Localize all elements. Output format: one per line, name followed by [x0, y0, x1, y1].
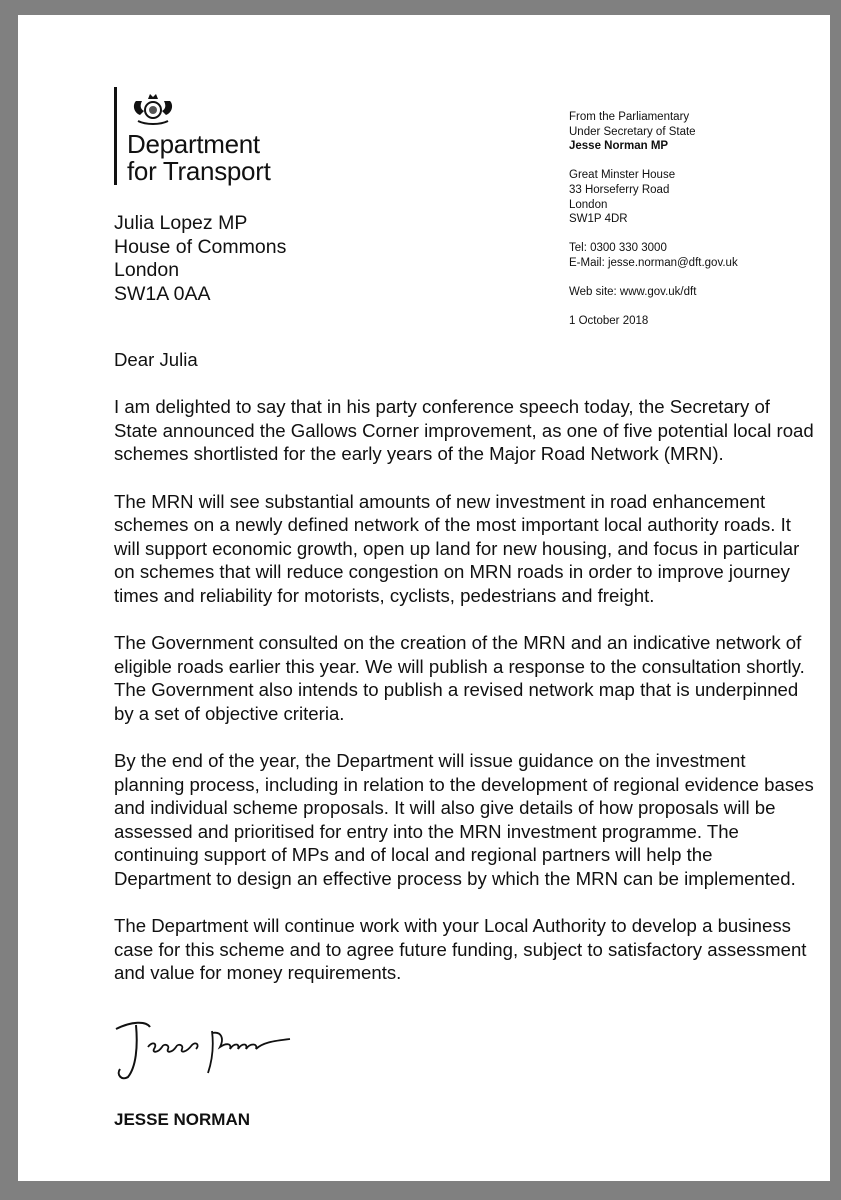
recipient-line: Julia Lopez MP	[114, 212, 248, 234]
sender-title-1: From the Parliamentary	[569, 111, 690, 123]
sender-address-1: Great Minster House	[569, 169, 676, 182]
logo-bar	[114, 87, 117, 185]
letter-body	[114, 348, 814, 1009]
sender-web: Web site: www.gov.uk/dft	[569, 286, 697, 299]
logo-line2: for Transport	[127, 156, 271, 186]
paragraph: The Government consulted on the creation of the MRN and an indicative network of eligible roads earlier this year. We will publish a response to the consultation shortly. The Government also intends to publish a revised network map that is underpinned by a set of objective criteria.	[114, 632, 805, 724]
letter-date: 1 October 2018	[569, 315, 649, 328]
paragraph: I am delighted to say that in his party conference speech today, the Secretary of State announced the Gallows Corner improvement, as one of five potential local road schemes shortlisted for the early years of the Major Road Network (MRN).	[114, 396, 814, 465]
paragraph: The MRN will see substantial amounts of new investment in road enhancement schemes on a newly defined network of the most important local authority roads. It will support economic growth, open up land for new housing, and focus in particular on schemes that will reduce congestion on MRN roads in order to improve journey times and reliability for motorists, cyclists, pedestrians and freight.	[114, 490, 800, 606]
logo-text	[127, 131, 271, 185]
sender-address-3: London	[569, 198, 608, 211]
sender-name-text: Jesse Norman MP	[569, 140, 669, 153]
letter-page	[18, 15, 830, 1181]
sender-tel: Tel: 0300 330 3000	[569, 242, 667, 255]
sender-name	[569, 139, 738, 154]
recipient-line: House of Commons	[114, 235, 287, 258]
recipient-block	[114, 212, 286, 306]
signatory-name: JESSE NORMAN	[114, 1110, 251, 1129]
paragraph: The Department will continue work with your Local Authority to develop a business case for this scheme and to agree future funding, subject to satisfactory assessment and value for money requirements.	[114, 915, 807, 984]
sender-title-2: Under Secretary of State	[569, 125, 696, 138]
sender-block	[569, 110, 738, 329]
salutation: Dear Julia	[114, 349, 198, 370]
sender-email: E-Mail: jesse.norman@dft.gov.uk	[569, 256, 738, 269]
handwritten-signature	[112, 1017, 302, 1087]
recipient-line: London	[114, 259, 180, 282]
paragraph: By the end of the year, the Department will issue guidance on the investment planning process, including in relation to the development of regional evidence bases and individual scheme proposals. It will also give details of how proposals will be assessed and prioritised for entry into the MRN investment programme. The continuing support of MPs and of local and regional partners will help the Department to design an effective process by which the MRN can be implemented.	[114, 750, 814, 890]
sender-address-4: SW1P 4DR	[569, 213, 628, 226]
recipient-line: SW1A 0AA	[114, 282, 211, 305]
sender-address-2: 33 Horseferry Road	[569, 183, 670, 196]
royal-crest-icon	[128, 89, 178, 129]
logo-line1: Department	[127, 129, 260, 159]
